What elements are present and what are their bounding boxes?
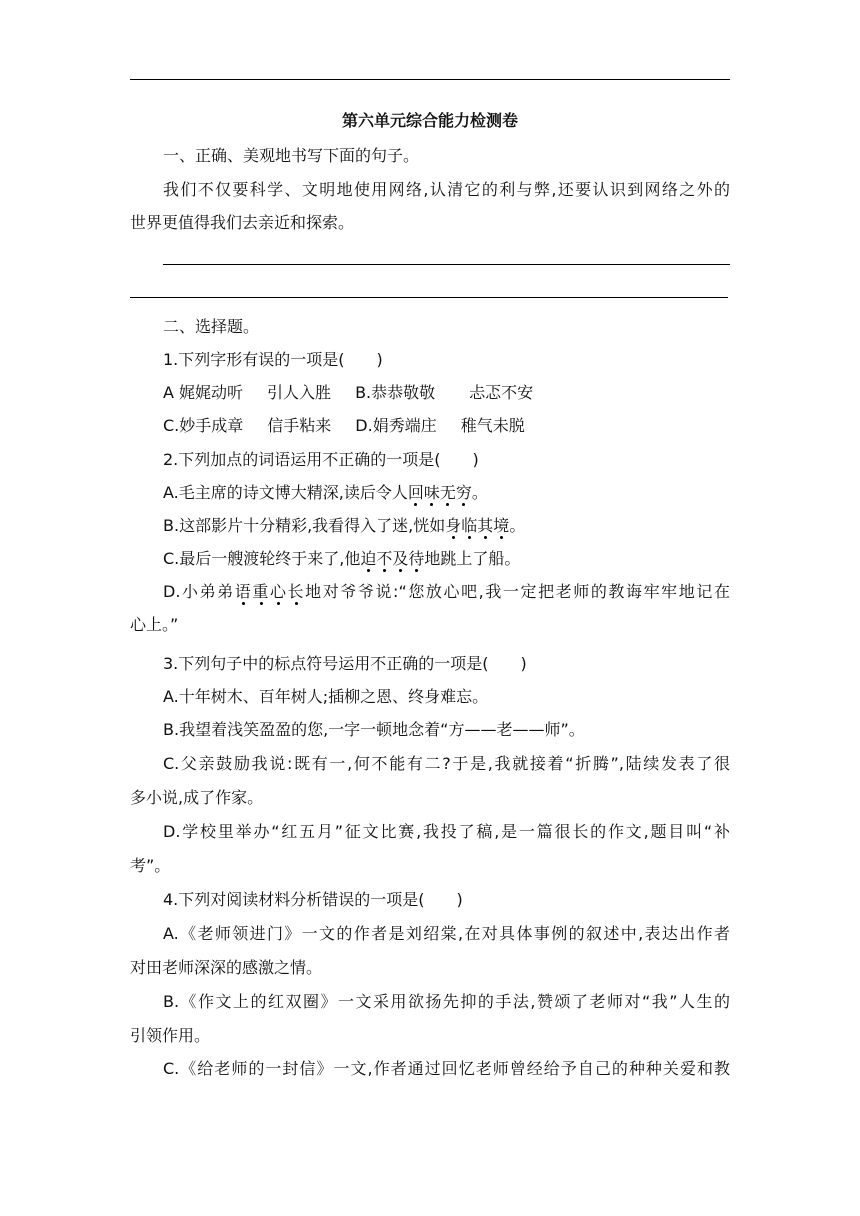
question-2-stem: 2.下列加点的词语运用不正确的一项是( ) — [163, 450, 479, 469]
question-3-option-a: A.十年树木、百年树人;插柳之恩、终身难忘。 — [163, 687, 489, 706]
dotted-char: 待 — [408, 549, 425, 568]
option-text: 。 — [509, 516, 526, 535]
option-text: A.毛主席的诗文博大精深,读后令人 — [163, 483, 408, 502]
dotted-char: 穷 — [455, 483, 472, 502]
question-4-option-b: B.《作文上的红双圈》一文采用欲扬先抑的手法,赞颂了老师对“我”人生的 — [163, 992, 730, 1011]
dotted-char: 身 — [445, 516, 462, 535]
question-4-option-c: C.《给老师的一封信》一文,作者通过回忆老师曾经给予自己的种种关爱和教 — [163, 1059, 730, 1078]
dotted-char: 回 — [407, 483, 424, 502]
question-4-option-b-line2: 引领作用。 — [130, 1026, 211, 1045]
option-b2: 忐忑不安 — [469, 383, 534, 402]
question-4-stem: 4.下列对阅读材料分析错误的一项是( ) — [163, 890, 463, 909]
question-4-option-a: A.《老师领进门》一文的作者是刘绍棠,在对具体事例的叙述中,表达出作者 — [163, 924, 730, 943]
dotted-char: 无 — [439, 483, 456, 502]
top-rule — [130, 79, 730, 80]
question-3-option-d: D.学校里举办“红五月”征文比赛,我投了稿,是一篇很长的作文,题目叫“补 — [163, 822, 730, 841]
writing-line-1 — [163, 264, 730, 265]
page-title: 第六单元综合能力检测卷 — [341, 111, 518, 130]
part2-heading: 二、选择题。 — [163, 317, 260, 336]
writing-line-2 — [130, 297, 728, 298]
option-b1: B.恭恭敬敬 — [355, 383, 436, 402]
question-3-option-d-line2: 考”。 — [130, 856, 171, 875]
option-text: 地跳上了船。 — [424, 549, 521, 568]
option-d2: 稚气未脱 — [460, 416, 525, 435]
question-3-stem: 3.下列句子中的标点符号运用不正确的一项是( ) — [163, 654, 527, 673]
question-2-option-b — [130, 516, 763, 536]
dotted-char: 及 — [392, 549, 409, 568]
question-2-option-a — [130, 483, 763, 503]
option-a1: A 娓娓动听 — [163, 383, 244, 402]
dotted-char: 不 — [376, 549, 393, 568]
dotted-char: 语 — [234, 582, 253, 601]
dotted-char: 其 — [477, 516, 494, 535]
question-3-option-b: B.我望着浅笑盈盈的您,一字一顿地念着“方——老——师”。 — [163, 720, 585, 739]
question-1-stem: 1.下列字形有误的一项是( ) — [163, 350, 383, 369]
dotted-char: 迫 — [360, 549, 377, 568]
dotted-char: 临 — [461, 516, 478, 535]
question-3-option-c: C.父亲鼓励我说:既有一,何不能有二?于是,我就接着“折腾”,陆续发表了很 — [163, 754, 730, 773]
dotted-char: 长 — [287, 582, 306, 601]
question-4-option-a-line2: 对田老师深深的感激之情。 — [130, 958, 323, 977]
question-2-option-d-line2: 心上。” — [130, 615, 179, 634]
question-1-options-ab — [130, 383, 763, 403]
dotted-char: 境 — [493, 516, 510, 535]
question-2-option-d — [130, 582, 730, 602]
option-text: C.最后一艘渡轮终于来了,他 — [163, 549, 361, 568]
option-c2: 信手粘来 — [267, 416, 332, 435]
option-text: 地对爷爷说:“您放心吧,我一定把老师的教诲牢牢地记在 — [305, 582, 730, 601]
part1-heading: 一、正确、美观地书写下面的句子。 — [163, 146, 420, 165]
dotted-char: 味 — [423, 483, 440, 502]
dotted-char: 心 — [269, 582, 288, 601]
dotted-char: 重 — [252, 582, 270, 601]
option-c1: C.妙手成章 — [163, 416, 244, 435]
question-1-options-cd — [130, 416, 763, 436]
sentence-line-1: 我们不仅要科学、文明地使用网络,认清它的利与弊,还要认识到网络之外的 — [163, 180, 730, 199]
option-a2: 引人入胜 — [267, 383, 332, 402]
option-text: D.小弟弟 — [163, 582, 235, 601]
option-d1: D.娟秀端庄 — [355, 416, 437, 435]
question-3-option-c-line2: 多小说,成了作家。 — [130, 788, 264, 807]
option-text: B.这部影片十分精彩,我看得入了迷,恍如 — [163, 516, 446, 535]
sentence-line-2: 世界更值得我们去亲近和探索。 — [130, 213, 355, 232]
question-2-option-c — [130, 549, 763, 569]
option-text: 。 — [471, 483, 488, 502]
